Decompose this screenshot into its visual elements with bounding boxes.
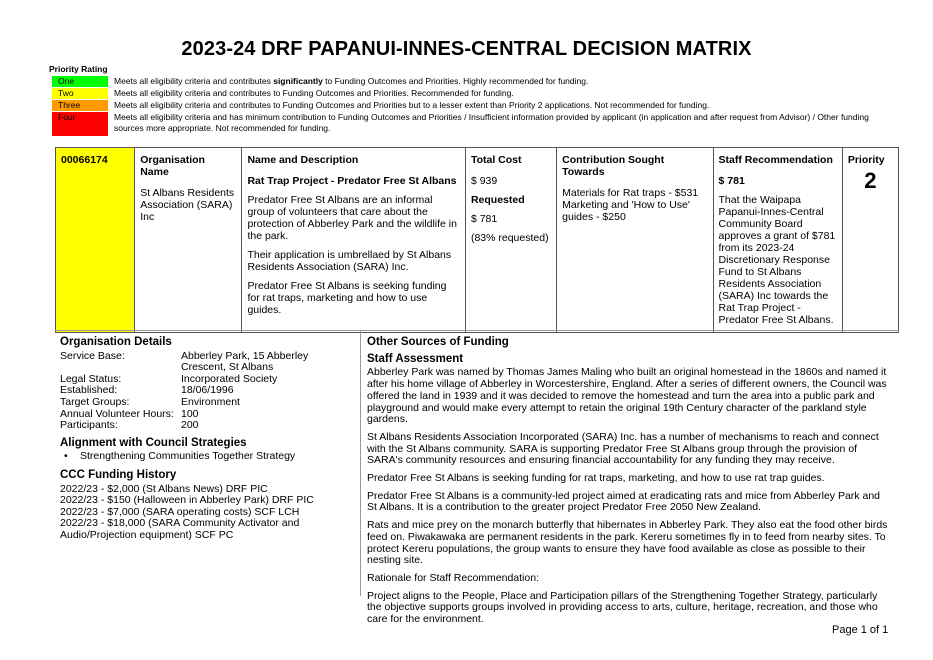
- project-name: Rat Trap Project - Predator Free St Albans: [247, 175, 457, 187]
- left-column: [60, 337, 355, 542]
- section-divider: [55, 330, 899, 331]
- org-detail-row: Target Groups: Environment: [60, 395, 240, 408]
- contribution-header: Contribution Sought Towards: [562, 154, 665, 178]
- total-cost-header: Total Cost: [470, 154, 522, 166]
- priority-swatch-three: Three: [52, 100, 108, 111]
- assessment-paragraph: Rats and mice prey on the monarch butterfly that hibernates in Abberley Park. They also eat the food other birds feed on. Piwakawaka are permanent residents in the park. Kereru sometimes fly in to feed from nearby sites. To protect Kereru populations, the group wants to ensure they have food available as close as possible to their nesting site.: [367, 519, 888, 567]
- priority-text-one: Meets all eligibility criteria and contributes significantly to Funding Outcomes and Priorities. Highly recommended for funding.: [114, 76, 589, 86]
- total-cost-cell: [465, 148, 556, 333]
- page-number: Page 1 of 1: [832, 624, 889, 636]
- priority-swatch-four: Four: [52, 112, 108, 136]
- staff-recommendation-cell: [713, 148, 842, 333]
- right-column: [367, 337, 891, 632]
- bullet-icon: •: [64, 450, 68, 463]
- page-title: 2023-24 DRF PAPANUI-INNES-CENTRAL DECISION MATRIX: [181, 38, 752, 60]
- org-detail-row: Participants: 200: [60, 419, 199, 432]
- total-cost-value: $ 939: [470, 175, 498, 187]
- priority-cell: [842, 148, 898, 333]
- priority-rating-label: Priority Rating: [49, 64, 108, 74]
- contribution-text: Materials for Rat traps - $531 Marketing and 'How to Use' guides - $250: [562, 187, 699, 223]
- staff-amount: $ 781: [718, 175, 745, 187]
- rationale-heading: Rationale for Staff Recommendation:: [367, 571, 539, 584]
- application-id: 00066174: [56, 148, 135, 333]
- application-table: [55, 147, 899, 333]
- priority-text-three: Meets all eligibility criteria and contributes to Funding Outcomes and Priorities but to a lesser extent than Priority 2 applications. Not recommended for funding.: [114, 100, 710, 110]
- description-paragraph: Predator Free St Albans is seeking funding for rat traps, marketing and how to use guides.: [247, 280, 447, 316]
- assessment-paragraph: Abberley Park was named by Thomas James Maling who built an original homestead in the 1860s and named it after his home village of Abberley in Worcestershire, England. After a series of different owners, the Council was offered the land in 1939 and it was decided to remove the homestead and turn the area into a public park and playground and would make every attempt to retain the original 19th Century character of the parkland style gardens.: [367, 366, 887, 426]
- requested-value: $ 781: [470, 213, 498, 225]
- staff-recommendation-header: Staff Recommendation: [718, 154, 833, 166]
- org-detail-row: Established: 18/06/1996: [60, 384, 234, 397]
- assessment-paragraph: Predator Free St Albans is a community-led project aimed at eradicating rats and mice from Abberley Park and St Albans. It is a contribution to the greater project Predator Free 2050 New Zealand.: [367, 489, 880, 514]
- funding-history-item-cont: Audio/Projection equipment) SCF PC: [60, 528, 234, 541]
- org-details-title: Organisation Details: [60, 336, 172, 348]
- description-header: Name and Description: [247, 154, 359, 166]
- funding-history-item: 2022/23 - $150 (Halloween in Abberley Park) DRF PIC: [60, 494, 314, 507]
- org-detail-row: Annual Volunteer Hours: 100: [60, 407, 199, 420]
- priority-value: 2: [864, 168, 877, 193]
- rationale-paragraph: Project aligns to the People, Place and Participation pillars of the Strengthening Together Strategy, particularly the objective supports groups involved in providing access to arts, culture, heritage, recreation, and those who care for the environment.: [367, 589, 878, 626]
- description-cell: [242, 148, 466, 333]
- org-name: St Albans Residents Association (SARA) Inc: [140, 187, 235, 223]
- priority-swatch-one: One: [52, 76, 108, 87]
- funding-history-item: 2022/23 - $7,000 (SARA operating costs) SCF LCH: [60, 505, 300, 518]
- priority-text-two: Meets all eligibility criteria and contributes to Funding Outcomes and Priorities. Recommended for funding.: [114, 88, 514, 98]
- staff-recommendation-text: That the Waipapa Papanui-Innes-Central Community Board approves a grant of $781 from its 2023-24 Discretionary Response Fund to St Albans Residents Association (SARA) Inc towards the Rat Trap Project - Predator Free St Albans.: [718, 194, 836, 326]
- staff-assessment-title: Staff Assessment: [367, 352, 464, 365]
- assessment-paragraph: Predator Free St Albans is seeking funding for rat traps, marketing, and how to use rat trap guides.: [367, 472, 825, 485]
- alignment-title: Alignment with Council Strategies: [60, 436, 247, 449]
- assessment-paragraph: St Albans Residents Association Incorporated (SARA) Inc. has a number of mechanisms to reach and connect with the St Albans community. SARA is supporting Predator Free St Albans group through the provision of SARA's community resources and ensuring financial accountability for any funding they may receive.: [367, 430, 879, 467]
- description-paragraph: Their application is umbrellaed by St Albans Residents Association (SARA) Inc.: [247, 249, 452, 273]
- priority-text-four: Meets all eligibility criteria and has minimum contribution to Funding Outcomes and Priorities / Insufficient information provided by applicant (in application and after request from Advisor) / Other funding sources more appropriate. Not recommended for funding.: [114, 112, 869, 133]
- requested-percent: (83% requested): [470, 232, 549, 244]
- column-divider: [360, 331, 361, 596]
- requested-label: Requested: [470, 194, 525, 206]
- other-sources-title: Other Sources of Funding: [367, 336, 509, 348]
- org-detail-row: Legal Status: Incorporated Society: [60, 372, 278, 385]
- org-header: Organisation Name: [140, 154, 205, 178]
- alignment-item: • Strengthening Communities Together Strategy: [64, 450, 296, 463]
- description-paragraph: Predator Free St Albans are an informal group of volunteers that care about the protection of Abberley Park and the wildlife in the park.: [247, 194, 457, 242]
- org-cell: [135, 148, 242, 333]
- priority-swatch-two: Two: [52, 88, 108, 99]
- org-detail-row: Service Base: Abberley Park, 15 Abberley Crescent, St Albans: [60, 349, 309, 374]
- contribution-cell: [557, 148, 713, 333]
- priority-header: Priority: [847, 154, 885, 166]
- funding-history-item: 2022/23 - $18,000 (SARA Community Activator and: [60, 517, 300, 530]
- funding-history-item: 2022/23 - $2,000 (St Albans News) DRF PIC: [60, 482, 268, 495]
- funding-history-title: CCC Funding History: [60, 468, 177, 481]
